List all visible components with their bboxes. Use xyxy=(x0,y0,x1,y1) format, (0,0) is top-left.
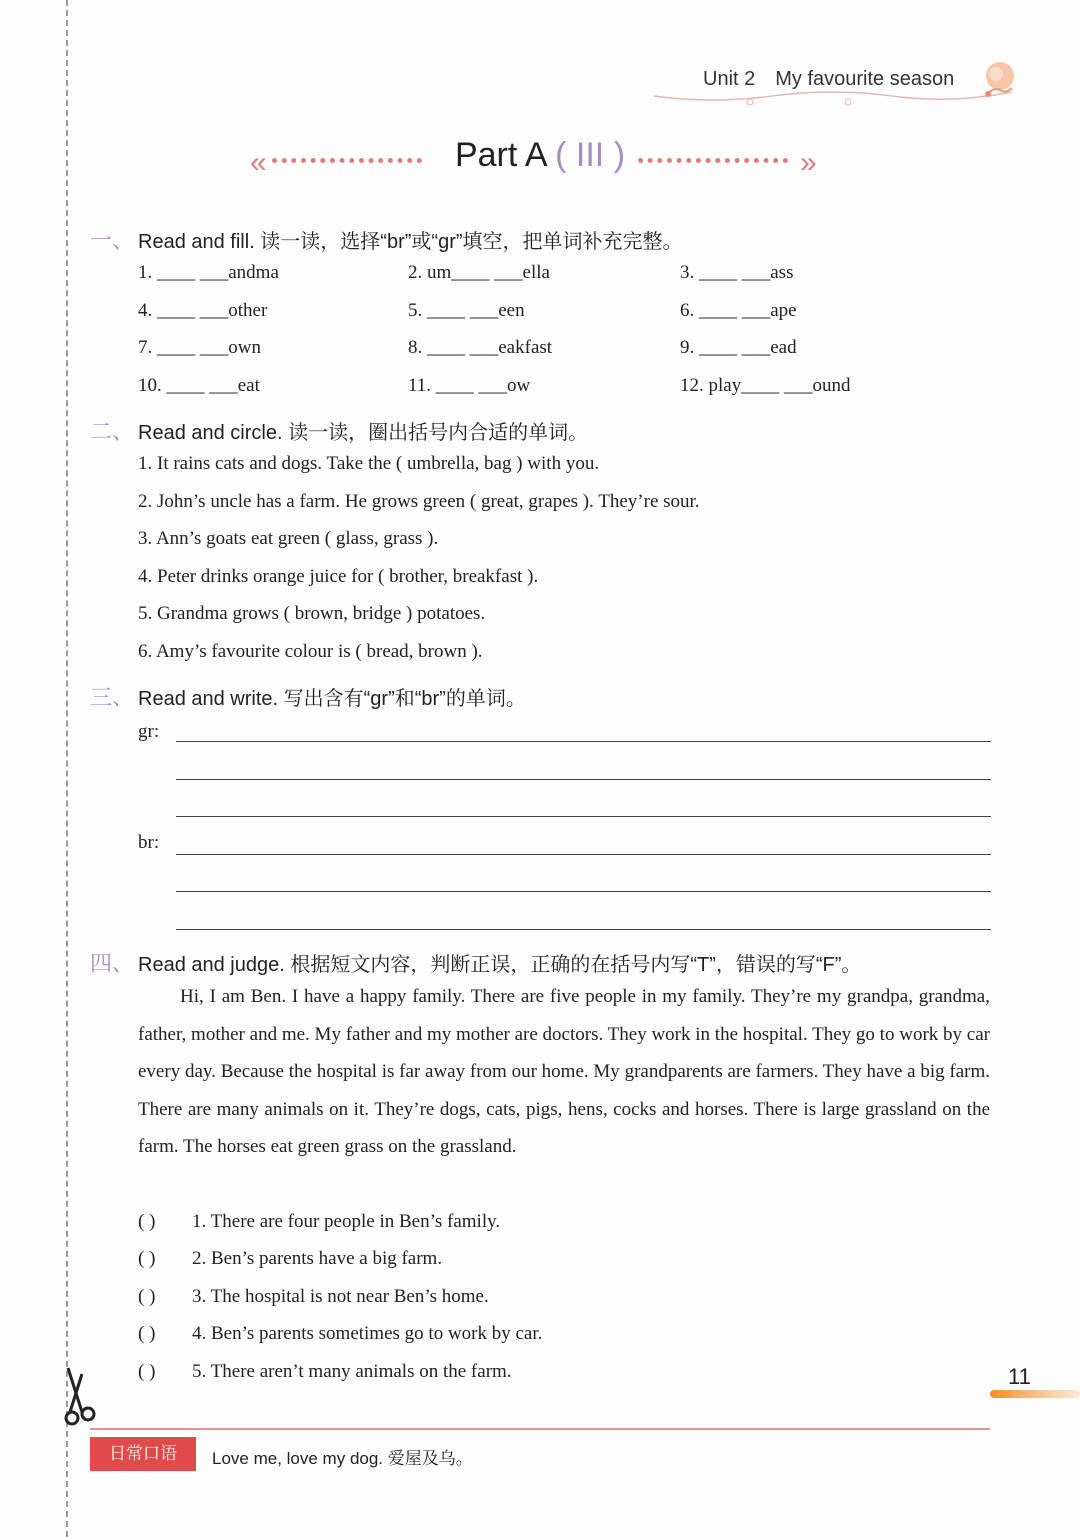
page-title xyxy=(0,136,1080,175)
section3-number: 三、 xyxy=(90,685,135,710)
br-label: br: xyxy=(138,832,160,853)
section2-number: 二、 xyxy=(90,419,135,444)
flower-icon xyxy=(978,58,1020,104)
fill-item[interactable]: 11. ____ ___ow xyxy=(408,375,531,396)
fill-item[interactable]: 12. play____ ___ound xyxy=(680,375,851,396)
fill-item[interactable]: 2. um____ ___ella xyxy=(408,262,550,283)
fill-item[interactable]: 7. ____ ___own xyxy=(138,337,261,358)
scissors-icon xyxy=(60,1366,104,1428)
judge-question: 1. There are four people in Ben’s family. xyxy=(192,1211,501,1232)
answer-bracket[interactable]: ( ) xyxy=(138,1323,156,1344)
circle-item[interactable]: 2. John’s uncle has a farm. He grows green ( great, grapes ). They’re sour. xyxy=(138,491,700,512)
gr-write-line[interactable] xyxy=(176,779,991,780)
br-write-line[interactable] xyxy=(176,854,991,855)
judge-question: 2. Ben’s parents have a big farm. xyxy=(192,1248,443,1269)
section2-heading xyxy=(90,415,588,446)
fill-item[interactable]: 10. ____ ___eat xyxy=(138,375,260,396)
page-number-bar xyxy=(990,1390,1080,1398)
section3-heading xyxy=(90,681,526,712)
fill-item[interactable]: 9. ____ ___ead xyxy=(680,337,797,358)
title-dots-right xyxy=(638,158,788,171)
answer-bracket[interactable]: ( ) xyxy=(138,1248,156,1269)
gr-write-line[interactable] xyxy=(176,816,991,817)
section4-heading xyxy=(90,947,861,978)
fill-item[interactable]: 1. ____ ___andma xyxy=(138,262,279,283)
right-chevron-icon: » xyxy=(800,146,817,179)
fill-item[interactable]: 5. ____ ___een xyxy=(408,300,525,321)
reading-passage xyxy=(138,978,990,1166)
circle-item[interactable]: 5. Grandma grows ( brown, bridge ) potatoes. xyxy=(138,603,486,624)
br-write-line[interactable] xyxy=(176,891,991,892)
footer-text: Love me, love my dog. 爱屋及乌。 xyxy=(212,1449,473,1468)
section1-instruction: Read and fill. 读一读，选择“br”或“gr”填空，把单词补充完整。 xyxy=(138,231,683,253)
section3-instruction: Read and write. 写出含有“gr”和“br”的单词。 xyxy=(138,688,526,710)
left-chevron-icon: « xyxy=(250,146,267,179)
fill-item[interactable]: 6. ____ ___ape xyxy=(680,300,797,321)
section1-heading xyxy=(90,224,683,255)
header-decoration xyxy=(652,88,1022,110)
title-roman: ( III ) xyxy=(555,136,626,174)
br-write-line[interactable] xyxy=(176,929,991,930)
passage-text: Hi, I am Ben. I have a happy family. There are five people in my family. They’re my grandpa, grandma, father, mother and me. My father and my mother are doctors. They work in the hospital. They go to work by car every day. Because the hospital is far away from our home. My grandparents are farmers. They have a big farm. There are many animals on it. They’re dogs, cats, pigs, hens, cocks and horses. There is large grassland on the farm. The horses eat green grass on the grassland. xyxy=(138,986,990,1158)
unit-title: My favourite season xyxy=(775,68,955,90)
title-main: Part A xyxy=(454,136,546,174)
circle-item[interactable]: 1. It rains cats and dogs. Take the ( umbrella, bag ) with you. xyxy=(138,453,600,474)
answer-bracket[interactable]: ( ) xyxy=(138,1211,156,1232)
gr-label: gr: xyxy=(138,721,160,742)
section4-number: 四、 xyxy=(90,951,135,976)
answer-bracket[interactable]: ( ) xyxy=(138,1286,156,1307)
unit-label: Unit 2 xyxy=(703,68,756,90)
circle-item[interactable]: 6. Amy’s favourite colour is ( bread, brown ). xyxy=(138,641,483,662)
judge-question: 5. There aren’t many animals on the farm. xyxy=(192,1361,512,1382)
judge-question: 4. Ben’s parents sometimes go to work by car. xyxy=(192,1323,543,1344)
page-number: 11 xyxy=(1008,1364,1031,1389)
fill-item[interactable]: 8. ____ ___eakfast xyxy=(408,337,553,358)
circle-item[interactable]: 4. Peter drinks orange juice for ( brother, breakfast ). xyxy=(138,566,539,587)
cut-line xyxy=(66,0,68,1537)
fill-item[interactable]: 3. ____ ___ass xyxy=(680,262,794,283)
footer-rule xyxy=(90,1428,990,1430)
gr-write-line[interactable] xyxy=(176,741,991,742)
circle-item[interactable]: 3. Ann’s goats eat green ( glass, grass ). xyxy=(138,528,439,549)
judge-question: 3. The hospital is not near Ben’s home. xyxy=(192,1286,489,1307)
section1-number: 一、 xyxy=(90,228,135,253)
answer-bracket[interactable]: ( ) xyxy=(138,1361,156,1382)
section2-instruction: Read and circle. 读一读，圈出括号内合适的单词。 xyxy=(138,422,589,444)
section4-instruction: Read and judge. 根据短文内容，判断正误，正确的在括号内写“T”，错误的写“F”。 xyxy=(138,954,862,976)
footer-badge: 日常口语 xyxy=(90,1437,196,1471)
fill-item[interactable]: 4. ____ ___other xyxy=(138,300,268,321)
